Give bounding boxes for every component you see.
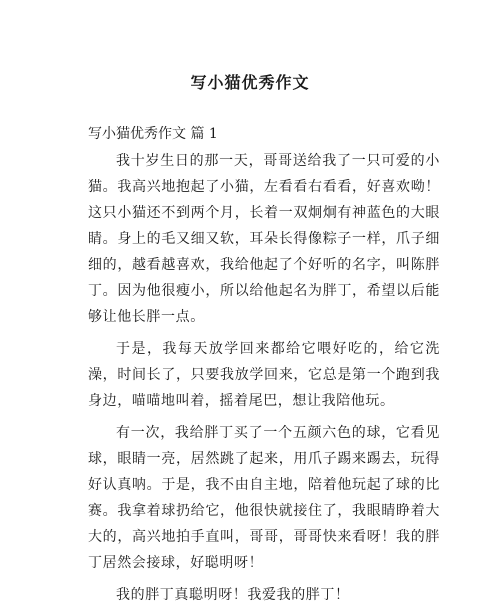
document-title: 写小猫优秀作文 — [190, 73, 310, 92]
article-body — [88, 148, 440, 614]
paragraph: 于是，我每天放学回来都给它喂好吃的，给它洗澡，时间长了，只要我放学回来，它总是第一个跑到我身边，喵喵地叫着，摇着尾巴，想让我陪他玩。 — [88, 341, 440, 409]
section-heading: 写小猫优秀作文 篇 1 — [88, 126, 218, 142]
paragraph: 我十岁生日的那一天，哥哥送给我了一只可爱的小猫。我高兴地抱起了小猫，左看看右看看，好喜欢呦！这只小猫还不到两个月，长着一双炯炯有神蓝色的大眼睛。身上的毛又细又软，耳朵长得像粽子一样，爪子细细的，越看越喜欢，我给他起了个好听的名字，叫陈胖丁。因为他很瘦小，所以给他起名为胖丁，希望以后能够让他长胖一点。 — [88, 153, 440, 325]
paragraph: 有一次，我给胖丁买了一个五颜六色的球，它看见球，眼睛一亮，居然跳了起来，用爪子踢来踢去，玩得好认真呐。于是，我不由自主地，陪着他玩起了球的比赛。我拿着球扔给它，他很快就接住了，我眼睛睁着大大的，高兴地拍手直叫，哥哥，哥哥快来看呀！我的胖丁居然会接球，好聪明呀！ — [88, 425, 440, 571]
paragraph: 我的胖丁真聪明呀！我爱我的胖丁！ — [116, 587, 350, 603]
